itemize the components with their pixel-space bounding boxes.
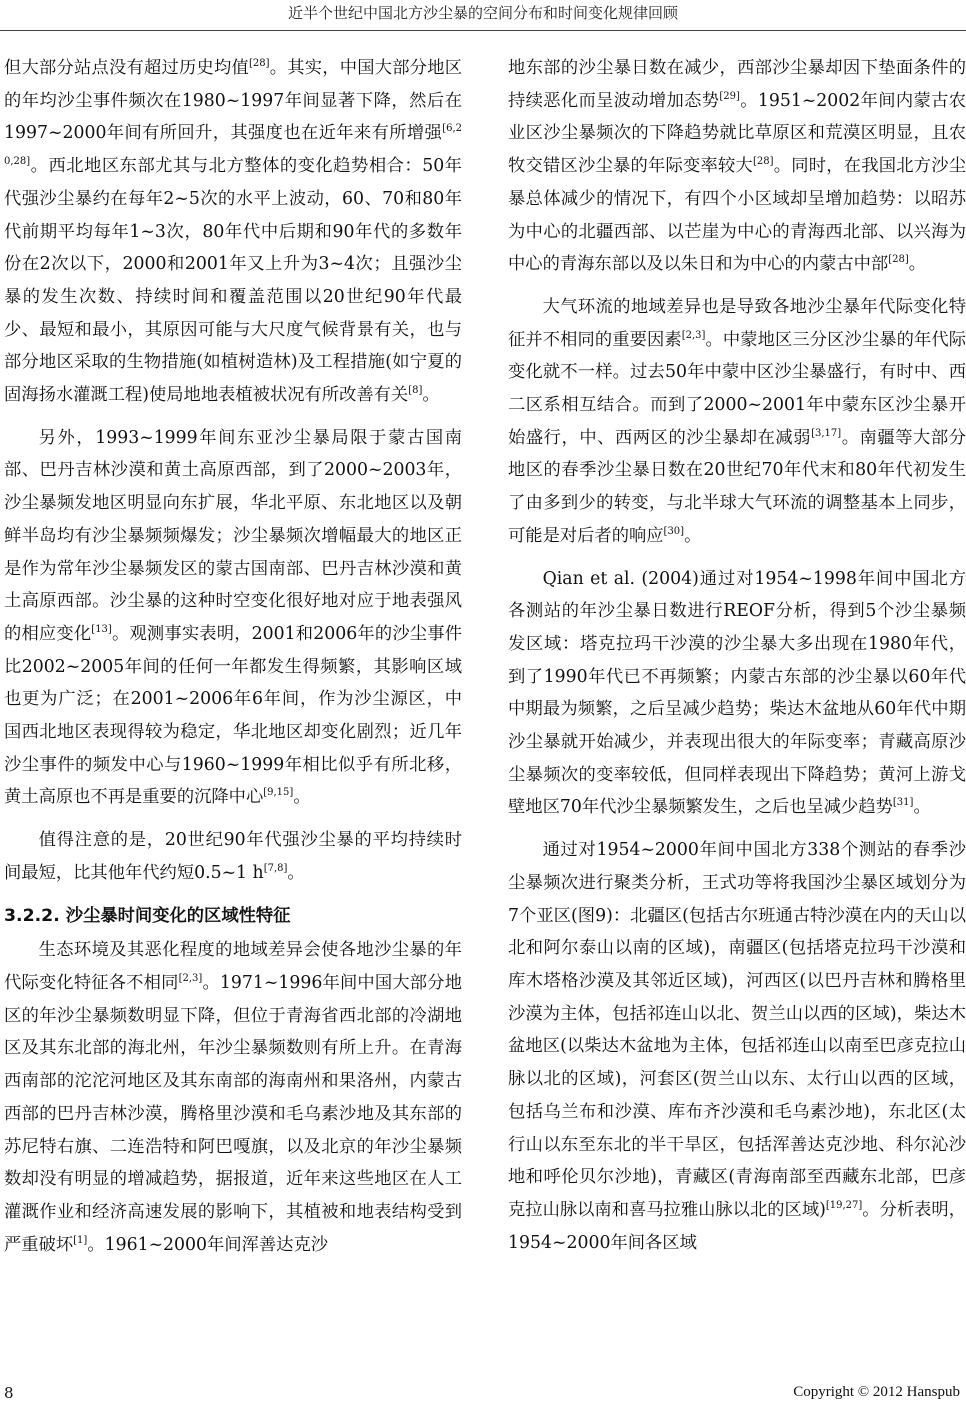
text-run: 。观测事实表明，2001和2006年的沙尘事件比2002~2005年间的任何一年都发生得频繁，其影响区域也更为广泛；在2001~2006年6年间，作为沙尘源区，中国西北地区表现得较为稳定，华北地区却变化剧烈；近几年沙尘事件的频发中心与1960~1999年相比似乎有所北移，黄土高原也不再是重要的沉降中心 [4,623,462,808]
text-run: 。其实，中国大部分地区的年均沙尘事件频次在1980~1997年间显著下降，然后在1997~2000年间有所回升，其强度也在近年来有所增强 [4,58,462,144]
citation-ref: [9,15] [263,787,294,799]
citation-ref: [29] [719,90,740,102]
text-run: 。中蒙地区三分区沙尘暴的年代际变化就不一样。过去50年中蒙中区沙尘暴盛行，有时中、西二区系相互结合。而到了2000~2001年中蒙东区沙尘暴开始盛行，中、西两区的沙尘暴却在减弱 [508,329,966,448]
citation-ref: [3,17] [811,427,842,439]
citation-ref: [13] [91,623,112,635]
citation-ref: [6,20,28] [4,123,462,168]
citation-ref: [8] [408,385,423,397]
page-footer [0,1384,966,1408]
citation-ref: [30] [663,525,685,537]
paragraph [508,291,966,553]
text-run: 。 [684,525,702,546]
paragraph [4,52,462,412]
citation-ref: [2,3] [681,329,706,341]
text-run: 。1961~2000年间浑善达克沙 [87,1234,329,1255]
text-run: 。1951~2002年间内蒙古农业区沙尘暴频次的下降趋势就比草原区和荒漠区明显，且农牧交错区沙尘暴的年际变率较大 [508,90,966,177]
right-column [508,52,966,1269]
text-run: 。 [908,254,927,275]
left-column [4,52,462,1271]
text-run: Qian et al. (2004)通过对1954~1998年间中国北方各测站的年沙尘暴日数进行REOF分析，得到5个沙尘暴频发区域：塔克拉玛干沙漠的沙尘暴大多出现在1980年代，到了1990年代已不再频繁；内蒙古东部的沙尘暴以60年代中期最为频繁，之后呈减少趋势；柴达木盆地从60年代中期沙尘暴就开始减少，并表现出很大的年际变率；青藏高原沙尘暴频次的变率较低，但同样表现出下降趋势；黄河上游戈壁地区70年代沙尘暴频繁发生，之后也呈减少趋势 [508,568,966,818]
text-run: 另外，1993~1999年间东亚沙尘暴局限于蒙古国南部、巴丹吉林沙漠和黄土高原西部，到了2000~2003年，沙尘暴频发地区明显向东扩展，华北平原、东北地区以及朝鲜半岛均有沙尘暴频频爆发；沙尘暴频次增幅最大的地区正是作为常年沙尘暴频发区的蒙古国南部、巴丹吉林沙漠和黄土高原西部。沙尘暴的这种时空变化很好地对应于地表强风的相应变化 [4,427,462,644]
text-run: 地东部的沙尘暴日数在减少，西部沙尘暴却因下垫面条件的持续恶化而呈波动增加态势 [508,58,966,111]
paragraph [4,934,462,1261]
section-heading: 3.2.2. 沙尘暴时间变化的区域性特征 [4,905,291,926]
citation-ref: [7,8] [263,862,288,874]
citation-ref: [28] [888,254,909,266]
paragraph [4,824,462,889]
text-run: 但大部分站点没有超过历史均值 [4,58,249,78]
citation-ref: [28] [752,156,774,168]
paragraph [508,563,966,825]
paragraph [508,834,966,1259]
text-run: 。南疆等大部分地区的春季沙尘暴日数在20世纪70年代末和80年代初发生了由多到少的转变，与北半球大气环流的调整基本上同步，可能是对后者的响应 [508,427,966,546]
text-run: 。 [293,787,311,808]
text-run: 。同时，在我国北方沙尘暴总体减少的情况下，有四个小区域却呈增加趋势：以昭苏为中心的北疆西部、以芒崖为中心的青海西北部、以兴海为中心的青海东部以及以朱日和为中心的内蒙古中部 [508,156,966,275]
copyright-notice: Copyright © 2012 Hanspub [793,1384,960,1400]
text-run: 值得注意的是，20世纪90年代强沙尘暴的平均持续时间最短，比其他年代约短0.5~1 h [4,830,462,883]
citation-ref: [2,3] [178,972,203,984]
text-run: 。 [287,862,305,883]
citation-ref: [28] [248,58,270,69]
text-run: 。 [913,797,931,818]
citation-ref: [19,27] [825,1199,863,1211]
running-header [0,0,966,31]
paragraph [508,52,966,281]
text-run: 大气环流的地域差异也是导致各地沙尘暴年代际变化特征并不相同的重要因素 [508,296,966,350]
running-title: 近半个世纪中国北方沙尘暴的空间分布和时间变化规律回顾 [287,4,678,22]
text-run: 。 [422,385,440,406]
text-run: 。分析表明，1954~2000年间各区域 [508,1199,966,1253]
text-run: 通过对1954~2000年间中国北方338个测站的春季沙尘暴频次进行聚类分析，王式功等将我国沙尘暴区域划分为7个亚区(图9)：北疆区(包括古尔班通古特沙漠在内的天山以北和阿尔泰山以南的区域)，南疆区(包括塔克拉玛干沙漠和库木塔格沙漠及其邻近区域)，河西区(以巴丹吉林和腾格里沙漠为主体，包括祁连山以北、贺兰山以西的区域)，柴达木盆地区(以柴达木盆地为主体，包括祁连山以南至巴彦克拉山脉以北的区域)，河套区(贺兰山以东、太行山以西的区域，包括乌兰布和沙漠、库布齐沙漠和毛乌素沙地)，东北区(太行山以东至东北的半干旱区，包括浑善达克沙地、科尔沁沙地和呼伦贝尔沙地)，青藏区(青海南部至西藏东北部，巴彦克拉山脉以南和喜马拉雅山脉以北的区域) [508,840,966,1220]
text-run: 。西北地区东部尤其与北方整体的变化趋势相合：50年代强沙尘暴约在每年2~5次的水平上波动，60、70和80年代前期平均每年1~3次，80年代中后期和90年代的多数年份在2次以下，2000和2001年又上升为3~4次；且强沙尘暴的发生次数、持续时间和覆盖范围以20世纪90年代最少、最短和最小，其原因可能与大尺度气候背景有关，也与部分地区采取的生物措施(如植树造林)及工程措施(如宁夏的固海扬水灌溉工程)使局地地表植被状况有所改善有关 [4,156,462,406]
text-run: 。1971~1996年间中国大部分地区的年沙尘暴频数明显下降，但位于青海省西北部的冷湖地区及其东北部的海北州，年沙尘暴频数则有所上升。在青海西南部的沱沱河地区及其东南部的海南州和果洛州，内蒙古西部的巴丹吉林沙漠，腾格里沙漠和毛乌素沙地及其东部的苏尼特右旗、二连浩特和阿巴嘎旗，以及北京的年沙尘暴频数却没有明显的增减趋势，据报道，近年来这些地区在人工灌溉作业和经济高速发展的影响下，其植被和地表结构受到严重破坏 [4,972,462,1255]
page-number: 8 [4,1384,14,1402]
text-run: 生态环境及其恶化程度的地域差异会使各地沙尘暴的年代际变化特征各不相同 [4,940,462,993]
citation-ref: [1] [73,1234,88,1246]
paragraph [4,422,462,814]
citation-ref: [31] [892,797,914,809]
